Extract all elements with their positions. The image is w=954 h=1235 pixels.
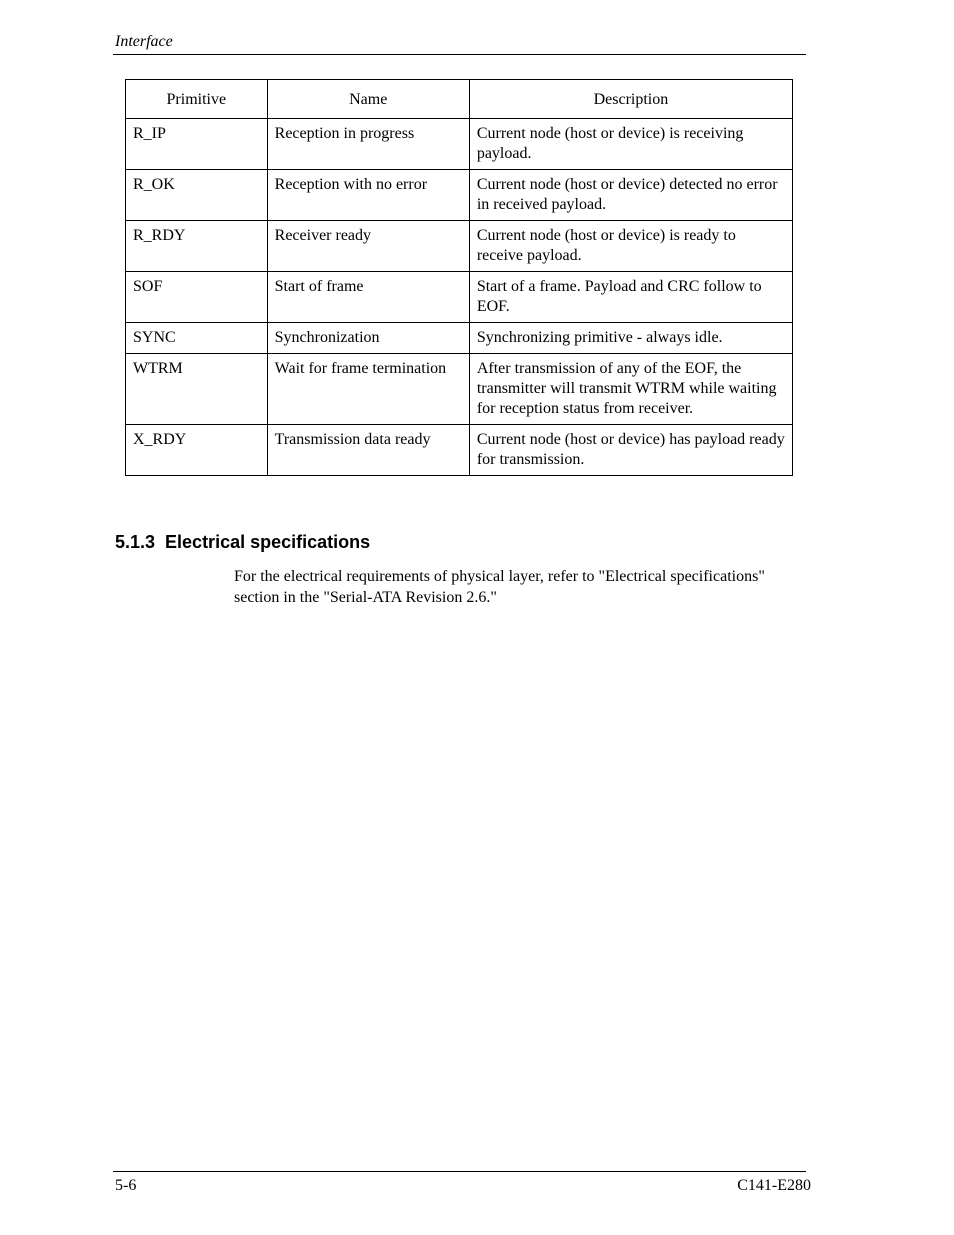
name-cell: Wait for frame termination: [267, 354, 469, 425]
description-cell: Current node (host or device) is receiving payload.: [469, 119, 792, 170]
table-row: [126, 354, 793, 425]
page-number: 5-6: [115, 1177, 137, 1194]
running-header: Interface: [115, 33, 173, 50]
name-cell: Start of frame: [267, 272, 469, 323]
column-header-name: Name: [267, 80, 469, 119]
table-row: [126, 221, 793, 272]
document-code: C141-E280: [737, 1177, 811, 1194]
description-cell: Start of a frame. Payload and CRC follow to EOF.: [469, 272, 792, 323]
section-heading: 5.1.3 Electrical specifications: [115, 532, 371, 552]
header-rule: [113, 54, 806, 55]
name-cell: Reception with no error: [267, 170, 469, 221]
column-header-description: Description: [469, 80, 792, 119]
primitive-cell: WTRM: [126, 354, 268, 425]
description-cell: Synchronizing primitive - always idle.: [469, 323, 792, 354]
primitives-table: [125, 79, 793, 476]
description-cell: Current node (host or device) detected no error in received payload.: [469, 170, 792, 221]
name-cell: Receiver ready: [267, 221, 469, 272]
table-row: [126, 119, 793, 170]
table-row: [126, 425, 793, 476]
section-body-text: For the electrical requirements of physical layer, refer to "Electrical specifications" section in the "Serial-ATA Revision 2.6.": [234, 568, 765, 606]
primitive-cell: SOF: [126, 272, 268, 323]
name-cell: Synchronization: [267, 323, 469, 354]
name-cell: Reception in progress: [267, 119, 469, 170]
primitive-cell: R_IP: [126, 119, 268, 170]
primitive-cell: R_OK: [126, 170, 268, 221]
primitive-cell: SYNC: [126, 323, 268, 354]
table-row: [126, 272, 793, 323]
table-row: [126, 170, 793, 221]
table-row: [126, 323, 793, 354]
primitive-cell: R_RDY: [126, 221, 268, 272]
primitive-cell: X_RDY: [126, 425, 268, 476]
column-header-primitive: Primitive: [126, 80, 268, 119]
footer-rule: [113, 1171, 806, 1172]
description-cell: Current node (host or device) is ready to receive payload.: [469, 221, 792, 272]
name-cell: Transmission data ready: [267, 425, 469, 476]
description-cell: After transmission of any of the EOF, the transmitter will transmit WTRM while waiting for reception status from receiver.: [469, 354, 792, 425]
description-cell: Current node (host or device) has payload ready for transmission.: [469, 425, 792, 476]
table-header-row: [126, 80, 793, 119]
